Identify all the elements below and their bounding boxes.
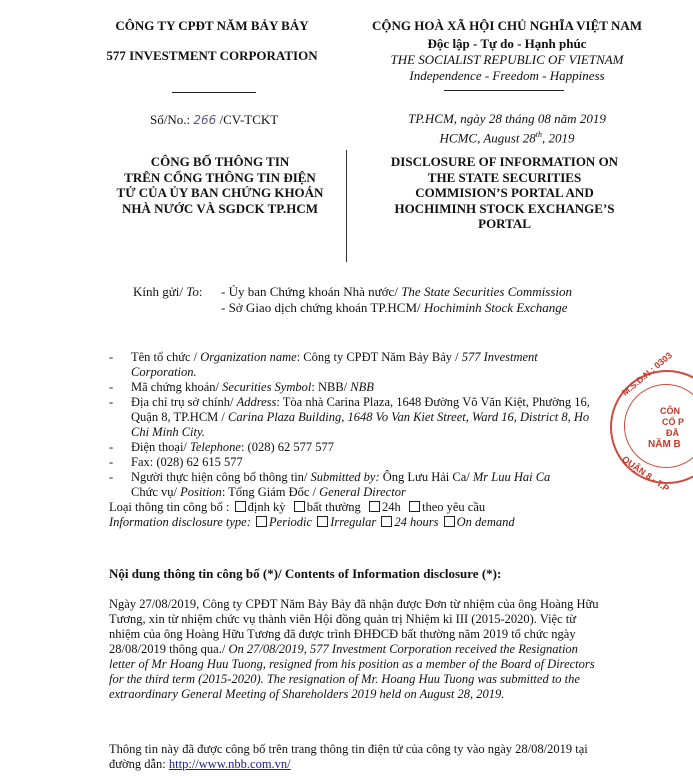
title-vn (100, 154, 340, 216)
seal-text-bottom: QUẬN 8 - T.P (620, 454, 672, 494)
divider-line (444, 90, 564, 91)
info-phone: - Điện thoại/ Telephone: (028) 62 577 577 (109, 440, 604, 455)
checkbox-periodic[interactable] (235, 501, 246, 512)
company-seal (610, 350, 693, 494)
title-en-line: HOCHIMINH STOCK EXCHANGE’S (394, 200, 615, 216)
recipients-list (221, 284, 572, 316)
seal-text-top: M.S.D.N.: 0303 (620, 350, 674, 398)
checkbox-periodic-en[interactable] (256, 516, 267, 527)
seal-text: ĐẦ (666, 428, 679, 438)
republic-header (342, 18, 672, 84)
info-symbol: - Mã chứng khoán/ Securities Symbol: NBB/ NBB (109, 380, 604, 395)
motto-vn: Độc lập - Tự do - Hạnh phúc (427, 36, 587, 51)
checkbox-24h[interactable] (369, 501, 380, 512)
recipient-hose: - Sở Giao dịch chứng khoán TP.HCM/ Hochiminh Stock Exchange (221, 300, 568, 315)
contents-paragraph (109, 597, 604, 702)
footer-text: Thông tin này đã được công bố trên trang thông tin điện tử của công ty vào ngày 28/08/2019 tại đường dẫn: (109, 742, 588, 771)
date-en: HCMC, August 28th, 2019 (439, 130, 575, 146)
paragraph-vn: Ngày 27/08/2019, Công ty CPĐT Năm Bảy Bảy đã nhận được Đơn từ nhiệm của ông Hoàng Hữu Tương, xin từ nhiệm chức vụ thành viên Hội đồng quản trị Nhiệm kì III (2015-2020). Việc từ nhiệm của ông Hoàng Hữu Tương đã được trình ĐHĐCĐ bất thường năm 2019 tổ chức ngày 28/08/2019 thông qua./ (109, 597, 599, 656)
title-divider (346, 150, 347, 262)
checkbox-24hours-en[interactable] (381, 516, 392, 527)
info-submitter: - Người thực hiện công bố thông tin/ Submitted by: Ông Lưu Hải Ca/ Mr Luu Hai Ca Chức vụ/ Position: Tổng Giám Đốc / General Director (109, 470, 604, 500)
info-address: - Địa chỉ trụ sở chính/ Address: Tòa nhà Carina Plaza, 1648 Đường Võ Văn Kiệt, Phường 16, Quận 8, TP.HCM / Carina Plaza Building, 1648 Vo Van Kiet Street, Ward 16, District 8, Ho Chi Minh City. (109, 395, 604, 440)
paragraph-en: On 27/08/2019, 577 Investment Corporation received the Resignation letter of Mr Hoang Huu Tuong, resigned from his position as a member of the Board of Directors for the third term (2015-2020). The resignation of Mr. Hoang Huu Tuong was submitted to the extraordinary General Meeting of Shareholders 2019 held on August 28, 2019. (109, 642, 595, 701)
doc-no-label: Số/No.: (150, 112, 194, 127)
recipients-label: Kính gửi/ To: (133, 284, 203, 299)
company-website-link[interactable]: http://www.nbb.com.vn/ (168, 757, 291, 771)
title-vn-line: NHÀ NƯỚC VÀ SGDCK TP.HCM (121, 200, 319, 216)
seal-text: CÔN (660, 406, 680, 416)
document-number (150, 112, 278, 128)
disclosure-type-vn: Loại thông tin công bố : định kỳ bất thường 24h theo yêu cầu (109, 500, 486, 514)
republic-name-vn: CỘNG HOÀ XÃ HỘI CHỦ NGHĨA VIỆT NAM (371, 18, 643, 33)
footer-note (109, 742, 604, 772)
title-vn-line: CÔNG BỐ THÔNG TIN (150, 154, 290, 169)
checkbox-irregular[interactable] (294, 501, 305, 512)
company-header (92, 18, 332, 64)
checkbox-irregular-en[interactable] (317, 516, 328, 527)
date-vn: TP.HCM, ngày 28 tháng 08 năm 2019 (408, 111, 606, 126)
doc-no-suffix: /CV-TCKT (216, 112, 279, 127)
divider-line (172, 92, 256, 93)
disclosure-type-en: Information disclosure type: Periodic Irregular 24 hours On demand (109, 515, 515, 529)
title-en-line: COMMISION’S PORTAL AND (415, 185, 594, 200)
title-en-line: DISCLOSURE OF INFORMATION ON (390, 154, 619, 169)
motto-en: Independence - Freedom - Happiness (409, 68, 605, 83)
recipient-ssc: - Ủy ban Chứng khoán Nhà nước/ The State Securities Commission (221, 284, 572, 299)
company-info (109, 350, 604, 530)
title-en (352, 154, 657, 232)
contents-heading: Nội dung thông tin công bố (*)/ Contents of Information disclosure (*): (109, 566, 502, 581)
title-en-line: THE STATE SECURITIES (427, 169, 582, 185)
date-block (352, 111, 662, 146)
seal-text: NĂM B (648, 439, 681, 450)
title-vn-line: TRÊN CỔNG THÔNG TIN ĐIỆN (124, 169, 316, 185)
checkbox-on-demand[interactable] (409, 501, 420, 512)
company-name-vn: CÔNG TY CPĐT NĂM BẢY BẢY (115, 18, 309, 33)
info-fax: - Fax: (028) 62 615 577 (109, 455, 604, 470)
checkbox-on-demand-en[interactable] (444, 516, 455, 527)
seal-text: CỔ P (662, 417, 685, 427)
title-en-line: PORTAL (478, 216, 531, 231)
info-organization: - Tên tổ chức / Organization name: Công ty CPĐT Năm Bảy Bảy / 577 Investment Corporation. (109, 350, 604, 380)
doc-no-handwritten: 266 (193, 113, 217, 127)
company-name-en: 577 INVESTMENT CORPORATION (106, 48, 318, 63)
title-vn-line: TỬ CỦA ỦY BAN CHỨNG KHOÁN (116, 185, 324, 200)
republic-name-en: THE SOCIALIST REPUBLIC OF VIETNAM (390, 52, 624, 67)
